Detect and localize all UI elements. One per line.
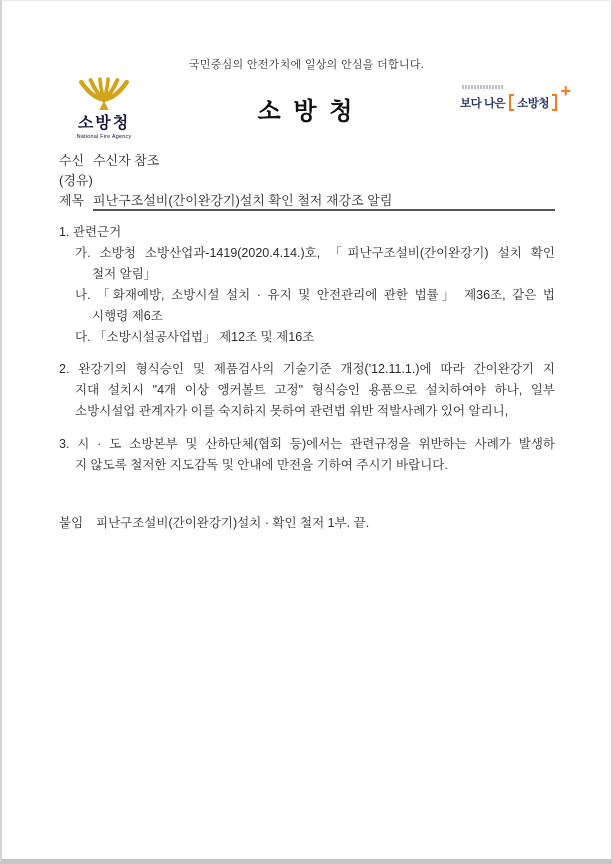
- left-logo-subtitle: National Fire Agency: [76, 134, 132, 140]
- right-logo-name: 소방청: [517, 97, 549, 110]
- bracket-left-icon: [509, 94, 514, 111]
- document-meta: [59, 151, 555, 211]
- bracket-right-icon: [552, 94, 557, 111]
- left-logo-title: 소방청: [77, 115, 131, 132]
- body-line: 철저 알림」: [92, 267, 157, 281]
- body-line: 가. 소방청 소방산업과-1419(2020.4.14.)호, 「피난구조설비(간이완강기) 설치 확인: [75, 246, 555, 260]
- header-slogan: 국민중심의 안전가치에 일상의 안심을 더합니다.: [188, 59, 425, 71]
- plus-icon: +: [560, 81, 571, 101]
- recipient-row: [59, 151, 555, 171]
- recipient-value: 수신자 참조: [93, 153, 160, 168]
- right-logo-brackets: [509, 94, 557, 111]
- document-title: 소 방 청: [257, 98, 356, 125]
- attachment-text: 피난구조설비(간이완강기)설치 · 확인 철저 1부. 끝.: [96, 516, 370, 530]
- better-nfa-logo: [460, 81, 571, 111]
- body-line: 3. 시 · 도 소방본부 및 산하단체(협회 등)에서는 관련규정을 위반하는 사례가 발생하: [59, 437, 555, 451]
- body-line: 소방시설업 관계자가 이를 숙지하지 못하여 관련법 위반 적발사례가 있어 알리니,: [75, 404, 509, 418]
- subject-value: 피난구조설비(간이완강기)설치 확인 철저 재강조 알림: [93, 191, 555, 211]
- recipient-label: 수신: [59, 153, 85, 168]
- body-line: 2. 완강기의 형식승인 및 제품검사의 기술기준 개정('12.11.1.)에 따라 간이완강기 지: [59, 362, 555, 376]
- attachment-row: [59, 513, 555, 534]
- body-line: 지 않도록 철저한 지도감독 및 안내에 만전을 기하여 주시기 바랍니다.: [75, 458, 448, 472]
- body-line: 1. 관련근거: [59, 225, 122, 239]
- right-logo-row: [460, 81, 571, 111]
- subject-label: 제목: [59, 193, 85, 208]
- document-body: [59, 222, 555, 534]
- via-line: (경유): [59, 173, 93, 188]
- right-logo-prefix: 보다 나은: [460, 97, 506, 110]
- body-line: 지대 설치시 "4개 이상 앵커볼트 고정" 형식승인 용품으로 설치하여야 하나, 일부: [75, 383, 555, 397]
- attachment-label: 붙임: [59, 516, 84, 530]
- body-line: 시행령 제6조: [92, 309, 163, 323]
- body-line: 다. 「소방시설공사업법」 제12조 및 제16조: [75, 330, 315, 344]
- subject-row: [59, 191, 555, 211]
- body-line: 나. 「화재예방, 소방시설 설치 · 유지 및 안전관리에 관한 법률」 제36조, 같은 법: [75, 288, 555, 302]
- right-logo-microtext: [462, 85, 504, 89]
